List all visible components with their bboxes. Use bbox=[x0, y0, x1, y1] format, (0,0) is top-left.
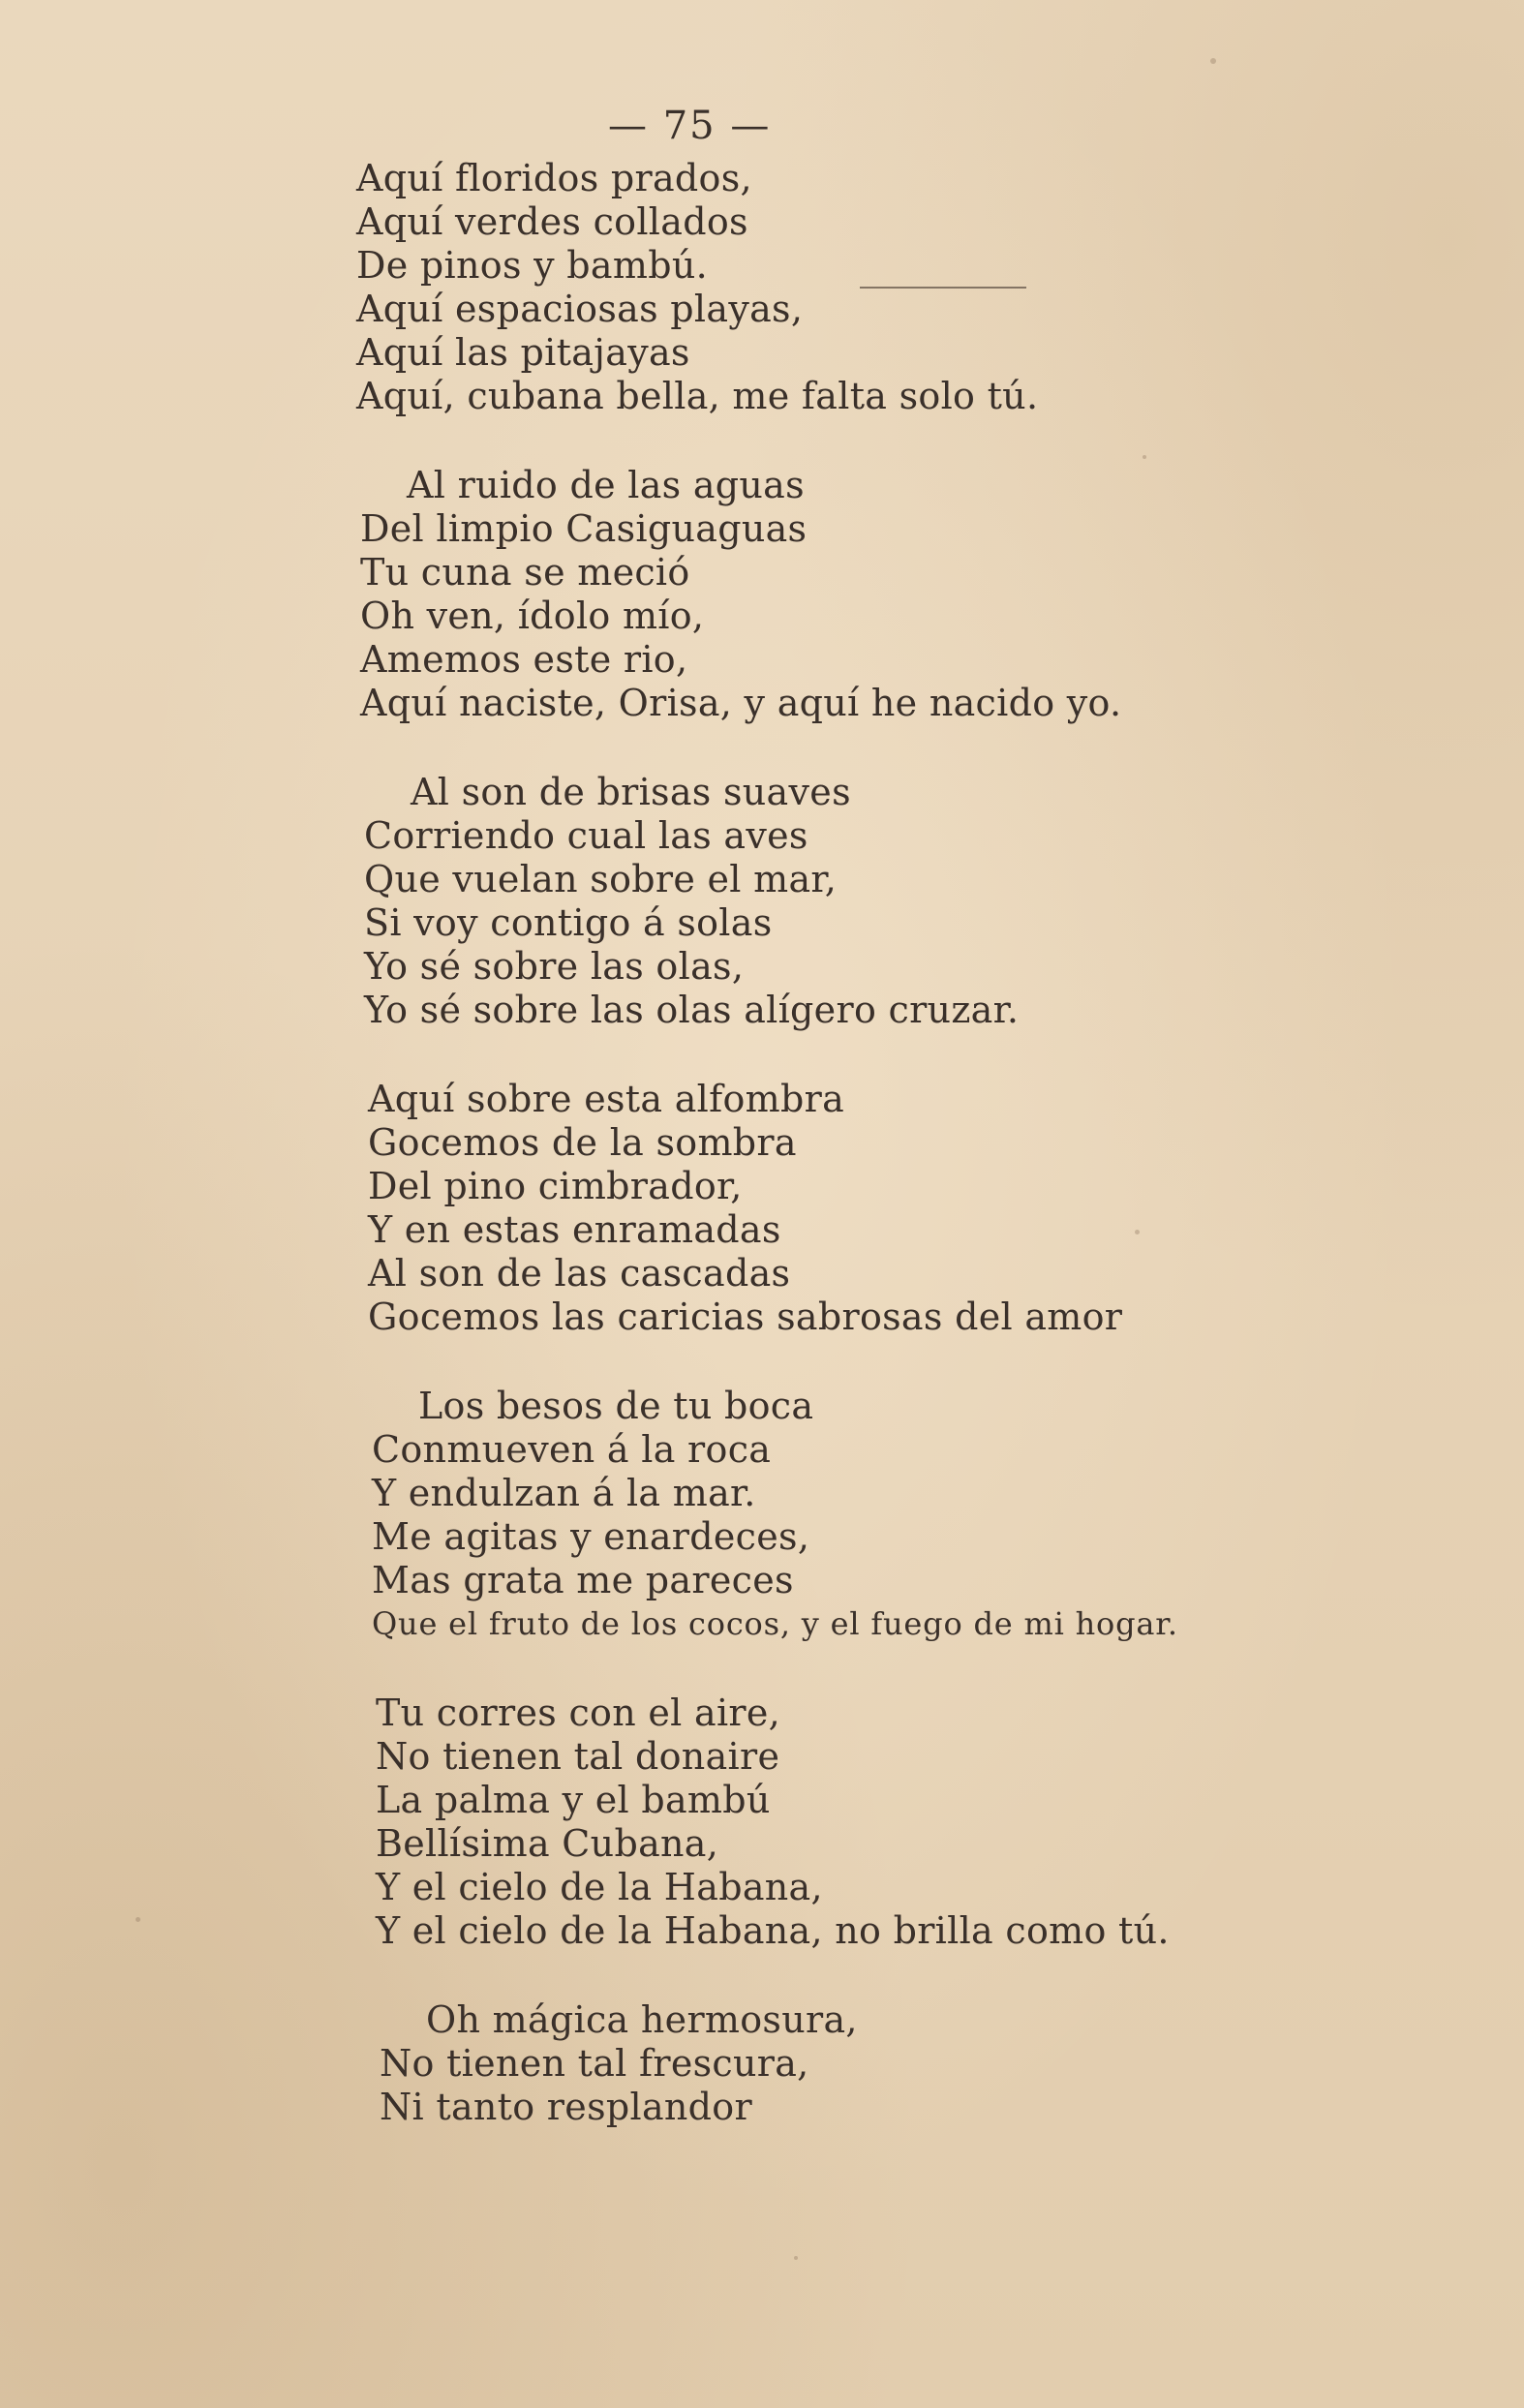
poem-line: Yo sé sobre las olas alígero cruzar. bbox=[364, 989, 1020, 1031]
poem-line: Oh ven, ídolo mío, bbox=[360, 594, 705, 637]
poem-line: Los besos de tu boca bbox=[418, 1385, 814, 1427]
paper-speck bbox=[1143, 455, 1146, 459]
poem-line: Aquí verdes collados bbox=[356, 200, 748, 243]
poem-line: Aquí naciste, Orisa, y aquí he nacido yo. bbox=[360, 682, 1122, 724]
poem-line: Al ruido de las aguas bbox=[407, 464, 805, 506]
stanza-6 bbox=[376, 1692, 1325, 1953]
poem-line: Y el cielo de la Habana, no brilla como tú. bbox=[376, 1909, 1170, 1952]
poem-line: Ni tanto resplandor bbox=[380, 2086, 752, 2128]
paper-speck bbox=[794, 2256, 798, 2260]
poem-line: Oh mágica hermosura, bbox=[426, 1998, 858, 2041]
poem-line: Tu corres con el aire, bbox=[376, 1692, 781, 1734]
poem-line: Al son de las cascadas bbox=[368, 1252, 791, 1295]
paper-speck bbox=[1210, 58, 1216, 64]
poem-line: Corriendo cual las aves bbox=[364, 814, 808, 857]
poem-line: Que el fruto de los cocos, y el fuego de mi hogar. bbox=[372, 1605, 1178, 1642]
stanza-4 bbox=[368, 1078, 1325, 1339]
poem-line: De pinos y bambú. bbox=[356, 244, 708, 287]
poem bbox=[356, 157, 1325, 2175]
stanza-1 bbox=[356, 157, 1325, 418]
poem-line: Bellísima Cubana, bbox=[376, 1822, 719, 1865]
poem-line: Que vuelan sobre el mar, bbox=[364, 858, 838, 900]
poem-line: Y en estas enramadas bbox=[368, 1208, 781, 1251]
poem-line: Amemos este rio, bbox=[360, 638, 688, 681]
poem-line: Mas grata me pareces bbox=[372, 1559, 794, 1601]
poem-line: Tu cuna se meció bbox=[360, 551, 690, 594]
poem-line: Yo sé sobre las olas, bbox=[364, 945, 745, 988]
poem-line: Aquí espaciosas playas, bbox=[356, 288, 804, 330]
poem-line: Me agitas y enardeces, bbox=[372, 1515, 810, 1558]
stanza-2 bbox=[360, 464, 1325, 725]
poem-line: Al son de brisas suaves bbox=[411, 771, 851, 813]
poem-line: La palma y el bambú bbox=[376, 1779, 771, 1821]
poem-line: Aquí sobre esta alfombra bbox=[368, 1078, 845, 1120]
poem-line: Gocemos de la sombra bbox=[368, 1121, 797, 1164]
paper-speck bbox=[1135, 1230, 1140, 1234]
poem-line: Y endulzan á la mar. bbox=[372, 1472, 756, 1514]
poem-line: Del limpio Casiguaguas bbox=[360, 507, 808, 550]
poem-line: No tienen tal frescura, bbox=[380, 2042, 809, 2085]
stanza-7 bbox=[380, 1998, 1325, 2129]
poem-line: No tienen tal donaire bbox=[376, 1735, 780, 1778]
poem-line: Aquí las pitajayas bbox=[356, 331, 690, 374]
poem-line: Del pino cimbrador, bbox=[368, 1165, 743, 1207]
stanza-3 bbox=[364, 771, 1325, 1032]
paper-speck bbox=[136, 1917, 140, 1922]
poem-line: Y el cielo de la Habana, bbox=[376, 1866, 823, 1908]
poem-line: Gocemos las caricias sabrosas del amor bbox=[368, 1295, 1123, 1338]
poem-line: Aquí, cubana bella, me falta solo tú. bbox=[356, 375, 1039, 417]
page-number: — 75 — bbox=[608, 104, 772, 148]
poem-line: Conmueven á la roca bbox=[372, 1428, 772, 1471]
poem-line: Aquí floridos prados, bbox=[356, 157, 752, 199]
poem-line: Si voy contigo á solas bbox=[364, 901, 773, 944]
stanza-5 bbox=[372, 1385, 1325, 1646]
